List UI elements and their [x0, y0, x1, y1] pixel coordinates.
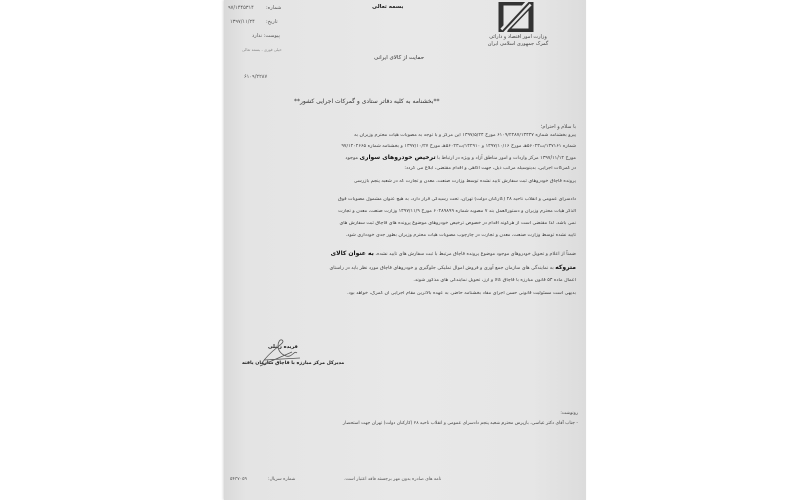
number-value: ۹۷/۱۴۴۵۳۱۴ [228, 5, 254, 11]
classification-stamp: خیلی فوری - بسمه تعالی [242, 47, 282, 52]
org-name-line1: وزارت امور اقتصاد و دارائی [489, 34, 547, 40]
body-line-5: پرونده قاچاق خودروهای ثبت سفارش تایید نشده توسط وزارت صنعت، معدن و تجارت که در شعبه پنجم بازرسی [353, 179, 576, 184]
body-line-13: بدیهی است مسئولیت قانونی حسن اجرای مفاد بخشنامه حاضر، به عهده بالاترین مقام اجرایی آن گمرک، خواهد بود. [347, 291, 576, 296]
serial-value: ۵۴۳۷۰۵۹ [230, 477, 247, 482]
date-label: تاریخ: [266, 19, 278, 25]
slogan: حمایت از کالای ایرانی [374, 55, 425, 61]
letter-page [224, 0, 586, 500]
bold-phrase-clearance: ترخیص خودروهای سواری [359, 154, 436, 161]
body-line-6: دادسرای عمومی و انقلاب ناحیه ۲۸ (کارکنان دولت) تهران، تحت رسیدگی قرار دارد، به هیچ عنوان مشمول مصوبات فوق [338, 197, 576, 202]
cc-label: رونوشت: [560, 411, 578, 416]
body-line-2: شماره ۱۳۷۱۶۱/ت۵۶۰۲۳هـ مورخ ۱۳۹۷/۱۰/۱۶ و ۱۴۲۹۱۰/ت۵۶۰۲۳هـ مورخ ۱۳۹۷/۱۰/۲۷ و بخشنامه شماره ۹۷/۱۲۰۲۶۶۵ [341, 144, 576, 149]
reference-code: ۶۱۰۹/۲۲۸۷ [244, 74, 268, 80]
circular-title: **بخشنامه به کلیه دفاتر ستادی و گمرکات اجرایی کشور** [294, 98, 440, 105]
org-name-line2: گمرک جمهوری اسلامی ایران [487, 41, 549, 47]
body-line-7: الذکر هیأت محترم وزیران و دستورالعمل بند ۷ مصوبه شماره ۶۰۲۸۹۸۹۹ مورخ ۱۳۹۷/۱۱/۹ وزارت صنعت، معدن و تجارت [338, 209, 576, 214]
body-line-8: نمی باشد. لذا مقتضی است از هرگونه اقدام در خصوص ترخیص خودروهای موضوع پرونده های قاچاق ثبت سفارش های [339, 221, 576, 226]
date-value: ۱۳۹۷/۱۱/۲۴ [230, 19, 255, 25]
validity-notice: نامه های صادره بدون مهر برجسته فاقد اعتبار است. [344, 477, 442, 482]
body-line-11: متروکه به نمایندگی های سازمان جمع آوری و فروش اموال تملیکی جلوگیری و خودروهای قاچاق مورد نظر باید در راستای [329, 264, 576, 271]
bismillah: بسمه تعالی [372, 4, 404, 10]
cc-recipient: - جناب آقای دکتر عباسی، بازپرس محترم شعبه پنجم دادسرای عمومی و انقلاب ناحیه ۲۸ (کارکنان دولت) تهران جهت استحضار [342, 421, 578, 426]
customs-logo-icon [498, 2, 534, 32]
number-label: شماره: [266, 5, 282, 11]
serial-label: شماره سریال: [268, 477, 296, 482]
bold-phrase-abandoned: متروکه [555, 264, 576, 271]
bold-phrase-as-goods: به عنوان کالای [330, 250, 374, 257]
body-line-4: در گمرکات اجرایی، بدینوسیله مراتب ذیل، جهت آگاهی و اقدام مقتضی، ابلاغ می گردد: [404, 166, 576, 171]
attachment-label: پیوست: ندارد [252, 33, 280, 39]
signatory-name: فریده زینلی [268, 344, 298, 350]
body-line-1: پیرو بخشنامه شماره ۶۱۰۹/۲۲۸۷/۱۳۴۴۷ مورخ ۱۳۹۷/۵/۲۴ این مرکز و با توجه به مصوبات هیأت محترم وزیران به [354, 133, 576, 138]
handwritten-signature-icon [252, 338, 312, 368]
greeting: با سلام و احترام؛ [540, 124, 576, 130]
body-line-3: مورخ ۱۳۹۷/۱۱/۱۴ مرکز واردات و امور مناطق آزاد و ویژه در ارتباط با ترخیص خودروهای سواری موجود [345, 154, 576, 161]
body-line-12: اعمال ماده ۵۳ قانون مبارزه با قاچاق کالا و ارز، تحویل نمایندگی های مذکور شوند. [413, 278, 576, 283]
signatory-title: مدیرکل مرکز مبارزه با قاچاق سازمان یافته [242, 361, 345, 366]
body-line-9: تایید نشده توسط وزارت صنعت، معدن و تجارت در چارچوب مصوبات هیأت محترم وزیران بطور جدی خودداری شود. [345, 233, 576, 238]
body-line-10: ضمناً از اعلام و تحویل خودروهای موجود موضوع پرونده قاچاق مرتبط با ثبت سفارش های تایید نشده، به عنوان کالای [330, 250, 576, 257]
